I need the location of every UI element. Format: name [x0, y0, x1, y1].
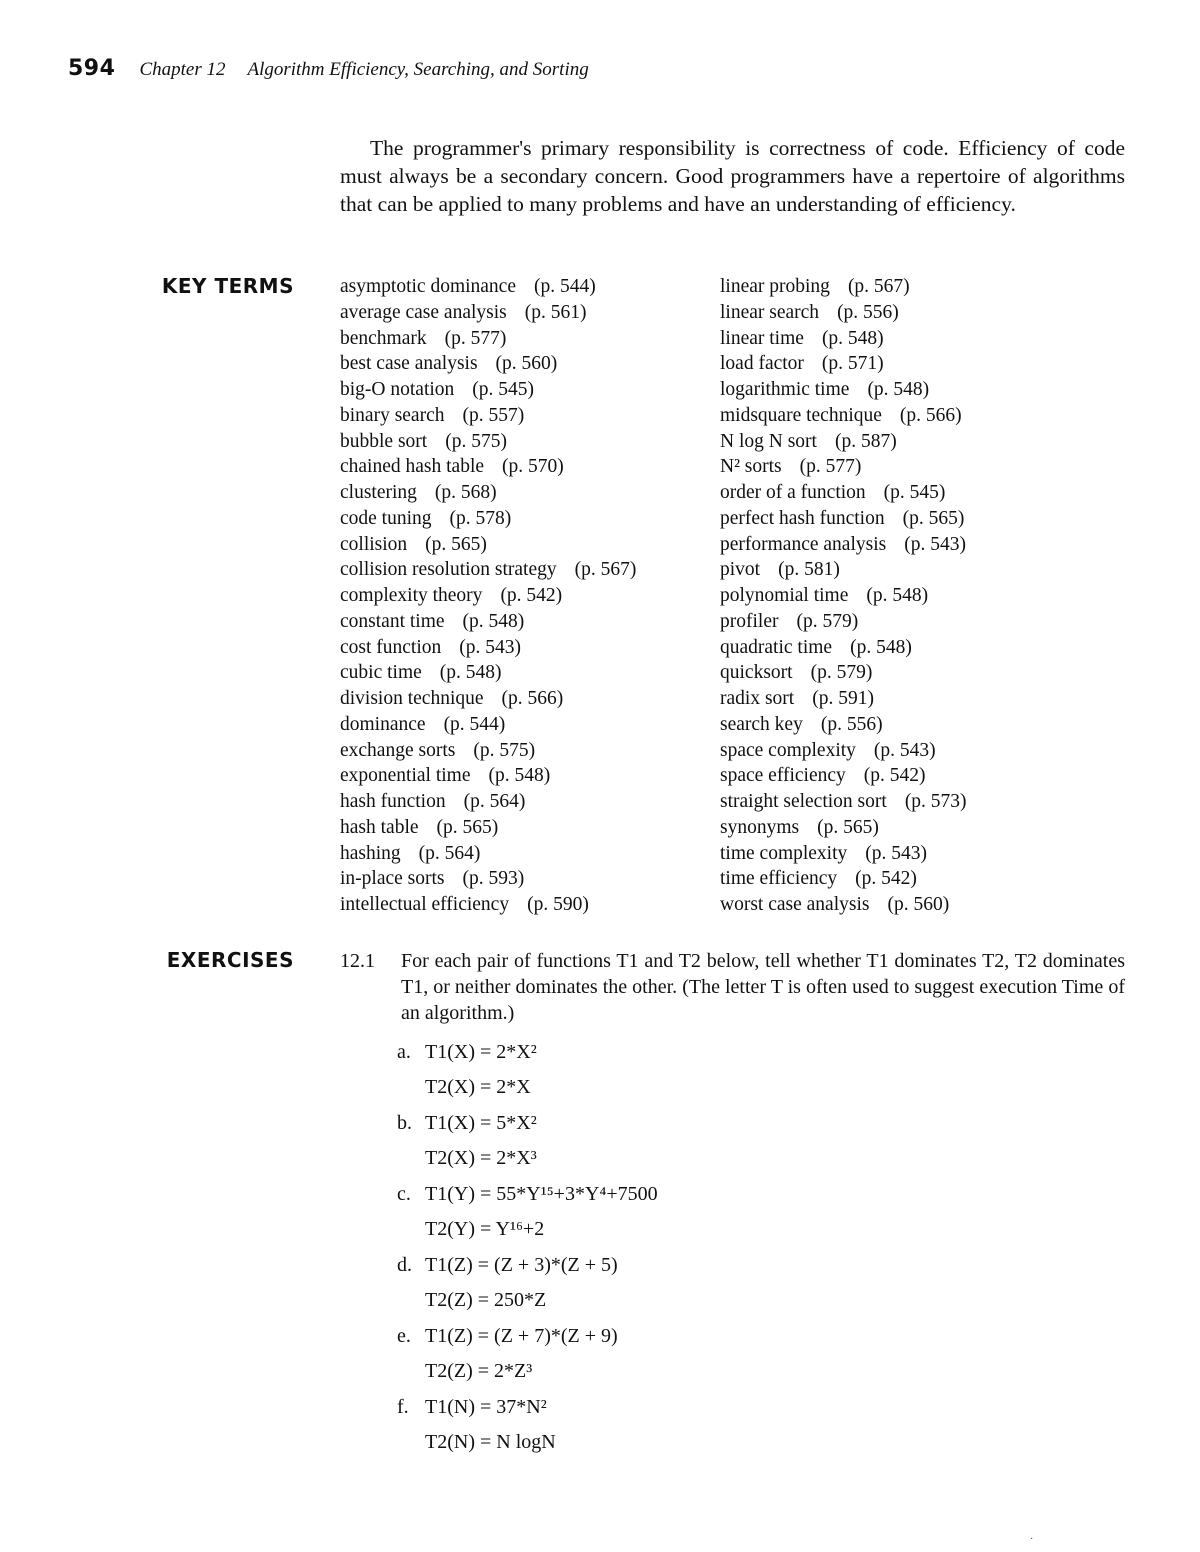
key-term	[340, 454, 636, 480]
key-term	[720, 763, 967, 789]
key-term	[720, 712, 967, 738]
key-term-label: profiler	[720, 610, 779, 632]
key-term-label: space efficiency	[720, 765, 846, 787]
key-term-label: performance analysis	[720, 533, 887, 555]
key-term-page: (p. 542)	[863, 765, 926, 787]
key-term-page: (p. 590)	[527, 894, 589, 915]
key-term-label: average case analysis	[340, 301, 507, 323]
key-term	[340, 377, 636, 403]
key-term-page: (p. 560)	[887, 894, 950, 915]
exercise-number: 12.1	[340, 950, 375, 972]
key-term-page: (p. 543)	[873, 739, 936, 761]
key-term	[720, 532, 967, 558]
key-term-label: binary search	[340, 404, 445, 426]
key-term-label: quadratic time	[720, 636, 833, 658]
key-term-page: (p. 579)	[810, 662, 873, 684]
function-t1: T1(X) = 5*X²	[425, 1112, 537, 1134]
key-term-page: (p. 571)	[821, 353, 884, 375]
key-term	[340, 789, 636, 815]
key-term-label: chained hash table	[340, 456, 485, 478]
key-term-page: (p. 566)	[899, 404, 962, 426]
key-term-page: (p. 544)	[534, 276, 596, 297]
key-term-label: pivot	[720, 559, 761, 581]
part-letter: b.	[397, 1112, 412, 1134]
function-t1: T1(Z) = (Z + 3)*(Z + 5)	[425, 1254, 618, 1276]
key-term	[720, 583, 967, 609]
key-term-label: time complexity	[720, 842, 848, 864]
key-term-page: (p. 593)	[462, 868, 525, 890]
key-term	[720, 841, 967, 867]
key-term-page: (p. 556)	[837, 301, 899, 323]
key-term-label: cost function	[340, 636, 442, 658]
key-term-label: linear time	[720, 327, 804, 349]
key-term-page: (p. 591)	[812, 688, 874, 709]
key-term-label: dominance	[340, 713, 426, 735]
key-term	[720, 403, 967, 429]
key-term-label: linear search	[720, 301, 820, 323]
key-terms-heading: KEY TERMS	[161, 274, 294, 298]
key-term	[720, 377, 967, 403]
key-term-label: linear probing	[720, 276, 830, 297]
key-term	[720, 454, 967, 480]
key-term	[720, 351, 967, 377]
key-term	[720, 738, 967, 764]
key-term	[340, 738, 636, 764]
key-term-page: (p. 543)	[459, 636, 522, 658]
key-term-label: asymptotic dominance	[340, 276, 516, 297]
key-term-label: N² sorts	[720, 456, 782, 478]
key-term	[720, 326, 967, 352]
key-term	[720, 274, 967, 300]
key-term-label: synonyms	[720, 816, 800, 838]
function-t1: T1(N) = 37*N²	[425, 1396, 547, 1418]
key-term	[340, 300, 636, 326]
chapter-label: Chapter 12	[139, 59, 226, 80]
key-term	[720, 635, 967, 661]
key-term-page: (p. 561)	[524, 301, 587, 323]
key-term-label: search key	[720, 713, 803, 735]
key-term-label: hash table	[340, 816, 419, 838]
exercises-heading: EXERCISES	[166, 948, 294, 972]
key-term-page: (p. 565)	[436, 816, 499, 838]
key-term-label: polynomial time	[720, 585, 849, 606]
key-term-page: (p. 548)	[867, 379, 930, 400]
exercise-12-1	[340, 948, 1125, 1026]
key-term-label: clustering	[340, 482, 417, 503]
key-term	[340, 686, 636, 712]
key-term	[340, 480, 636, 506]
key-term-page: (p. 556)	[820, 713, 883, 735]
key-term-page: (p. 565)	[817, 816, 879, 838]
key-term-page: (p. 548)	[821, 327, 884, 349]
key-term-page: (p. 577)	[444, 327, 507, 349]
key-term	[340, 712, 636, 738]
key-term-page: (p. 567)	[574, 559, 637, 581]
key-term	[720, 506, 967, 532]
chapter-title: Algorithm Efficiency, Searching, and Sorting	[247, 59, 589, 80]
key-term-page: (p. 565)	[425, 533, 487, 555]
key-term-page: (p. 565)	[902, 507, 965, 529]
key-term-page: (p. 570)	[502, 456, 564, 478]
key-term	[340, 403, 636, 429]
function-t2: T2(X) = 2*X³	[425, 1147, 537, 1169]
part-letter: f.	[397, 1396, 409, 1418]
key-term	[720, 815, 967, 841]
key-term-label: in-place sorts	[340, 868, 445, 890]
key-term-label: best case analysis	[340, 353, 478, 375]
key-term	[340, 351, 636, 377]
key-term-page: (p. 548)	[488, 765, 551, 787]
exercise-prompt: For each pair of functions T1 and T2 below, tell whether T1 dominates T2, T2 dominates T1, or neither dominates the other. (The letter T is often used to suggest execution Time of an algorithm.)	[401, 950, 1125, 1024]
function-t2: T2(N) = N logN	[425, 1431, 556, 1453]
key-term-label: hash function	[340, 791, 446, 812]
key-term-label: code tuning	[340, 507, 432, 529]
key-term	[720, 557, 967, 583]
function-t2: T2(Z) = 2*Z³	[425, 1360, 533, 1382]
key-term-page: (p. 545)	[883, 482, 946, 503]
key-term	[720, 480, 967, 506]
key-term-page: (p. 575)	[445, 430, 507, 452]
key-term-label: cubic time	[340, 662, 422, 684]
key-term-label: worst case analysis	[720, 894, 870, 915]
key-term-label: space complexity	[720, 739, 856, 761]
key-term-page: (p. 557)	[462, 404, 525, 426]
key-term-page: (p. 560)	[495, 353, 558, 375]
key-term-label: quicksort	[720, 662, 793, 684]
key-term	[720, 892, 967, 918]
key-term	[340, 609, 636, 635]
key-term-page: (p. 543)	[904, 533, 966, 555]
key-term-page: (p. 564)	[418, 842, 481, 864]
key-term	[340, 557, 636, 583]
key-term	[340, 506, 636, 532]
function-t2: T2(Z) = 250*Z	[425, 1289, 547, 1311]
key-term-label: benchmark	[340, 327, 427, 349]
part-letter: a.	[397, 1041, 411, 1063]
key-term-label: complexity theory	[340, 585, 483, 606]
key-term	[720, 686, 967, 712]
key-term	[340, 763, 636, 789]
key-term-label: radix sort	[720, 688, 795, 709]
key-term	[340, 429, 636, 455]
key-term-page: (p. 587)	[834, 430, 897, 452]
key-term	[720, 300, 967, 326]
key-term-page: (p. 548)	[866, 585, 929, 606]
key-term-page: (p. 568)	[434, 482, 497, 503]
key-term-label: exchange sorts	[340, 739, 456, 761]
key-term-label: N log N sort	[720, 430, 817, 452]
part-letter: c.	[397, 1183, 411, 1205]
function-t1: T1(Z) = (Z + 7)*(Z + 9)	[425, 1325, 618, 1347]
key-term-label: big-O notation	[340, 379, 455, 400]
key-term-label: time efficiency	[720, 868, 838, 890]
key-term-label: midsquare technique	[720, 404, 882, 426]
key-term	[340, 532, 636, 558]
key-term	[720, 609, 967, 635]
key-term-page: (p. 581)	[778, 559, 840, 581]
key-term-page: (p. 577)	[799, 456, 862, 478]
key-term	[720, 660, 967, 686]
key-term	[340, 326, 636, 352]
key-term-label: collision	[340, 533, 408, 555]
key-term-label: exponential time	[340, 765, 471, 787]
key-term-page: (p. 542)	[500, 585, 563, 606]
key-term	[340, 635, 636, 661]
key-term-label: collision resolution strategy	[340, 559, 557, 581]
key-term	[340, 583, 636, 609]
function-t1: T1(Y) = 55*Y¹⁵+3*Y⁴+7500	[425, 1183, 658, 1205]
key-term	[340, 815, 636, 841]
key-term	[340, 866, 636, 892]
key-term-page: (p. 575)	[473, 739, 536, 761]
key-term-label: constant time	[340, 610, 445, 632]
key-term-page: (p. 545)	[472, 379, 535, 400]
key-term-label: perfect hash function	[720, 507, 885, 529]
key-term-page: (p. 578)	[449, 507, 512, 529]
running-header	[68, 56, 589, 96]
function-t2: T2(X) = 2*X	[425, 1076, 531, 1098]
key-term	[340, 892, 636, 918]
key-terms-right-column	[720, 274, 967, 918]
corner-mark: ·	[1030, 1534, 1034, 1545]
key-term-page: (p. 566)	[501, 688, 564, 709]
key-term-page: (p. 567)	[847, 276, 910, 297]
key-term-label: logarithmic time	[720, 379, 850, 400]
key-term	[720, 429, 967, 455]
function-t2: T2(Y) = Y¹⁶+2	[425, 1218, 545, 1240]
key-term-page: (p. 548)	[439, 662, 502, 684]
key-term-page: (p. 564)	[463, 791, 526, 812]
key-term-label: straight selection sort	[720, 791, 887, 812]
key-terms-left-column	[340, 274, 636, 918]
key-term-page: (p. 548)	[462, 610, 525, 632]
key-term-page: (p. 543)	[865, 842, 928, 864]
key-term-page: (p. 542)	[855, 868, 917, 890]
key-term	[340, 660, 636, 686]
key-term-label: load factor	[720, 353, 804, 375]
key-term	[720, 866, 967, 892]
key-term-page: (p. 579)	[796, 610, 859, 632]
key-term	[340, 274, 636, 300]
key-term	[720, 789, 967, 815]
part-letter: e.	[397, 1325, 411, 1347]
key-term-page: (p. 548)	[850, 636, 912, 658]
key-term-label: division technique	[340, 688, 484, 709]
key-term-page: (p. 544)	[443, 713, 506, 735]
part-letter: d.	[397, 1254, 412, 1276]
key-term	[340, 841, 636, 867]
key-term-label: intellectual efficiency	[340, 894, 510, 915]
key-term-label: bubble sort	[340, 430, 428, 452]
key-term-label: hashing	[340, 842, 401, 864]
key-term-page: (p. 573)	[904, 791, 967, 812]
function-t1: T1(X) = 2*X²	[425, 1041, 537, 1063]
intro-paragraph: The programmer's primary responsibility is correctness of code. Efficiency of code must always be a secondary concern. Good programmers have a repertoire of algorithms that can be applied to many problems and have an understanding of efficiency.	[340, 136, 1125, 216]
page-number: 594	[68, 56, 116, 81]
key-term-label: order of a function	[720, 482, 866, 503]
